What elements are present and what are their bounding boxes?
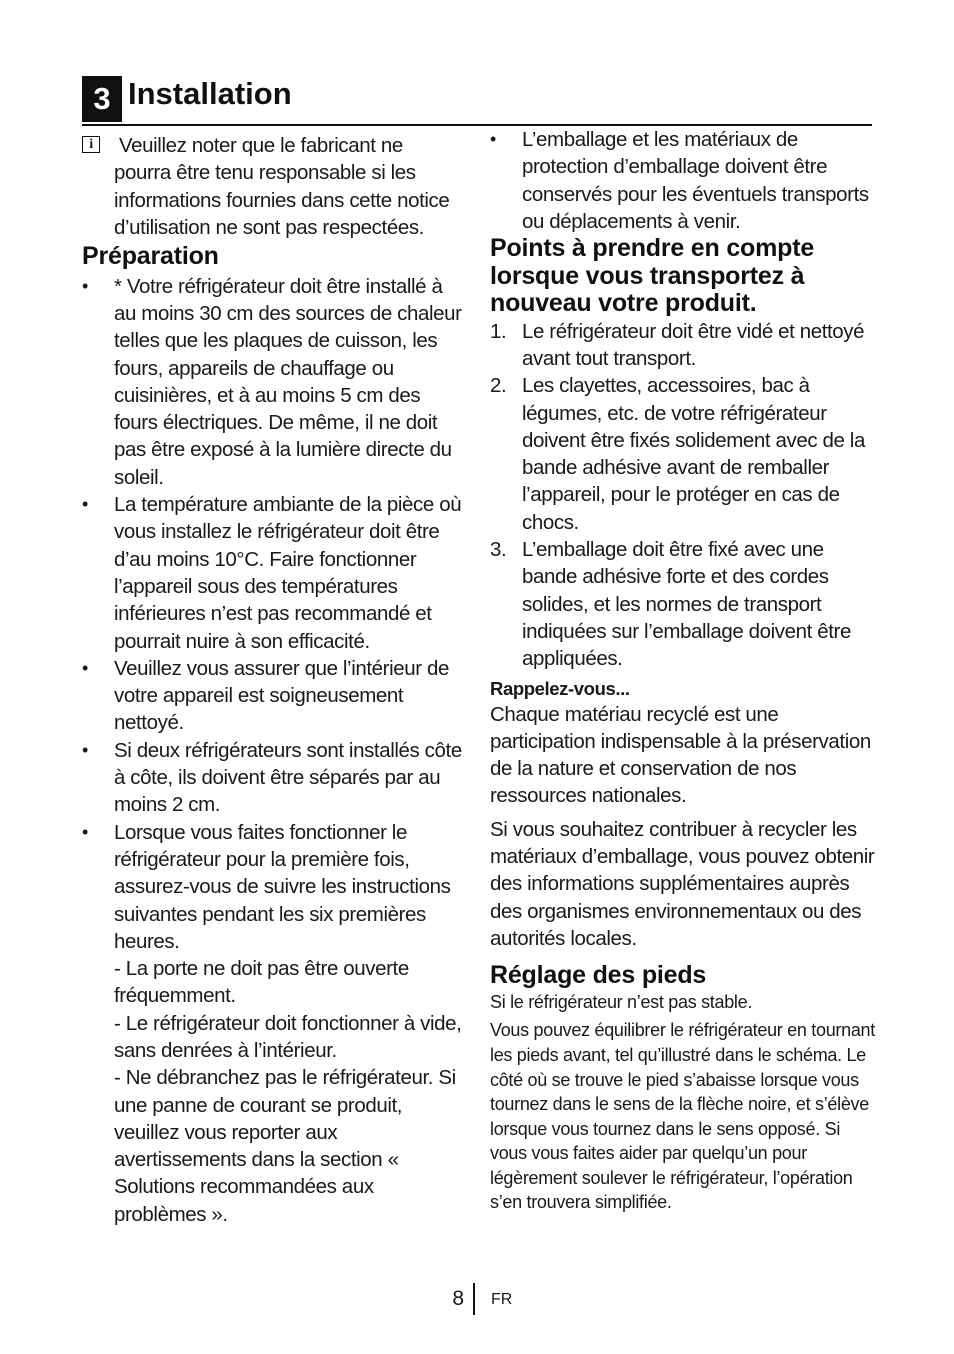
page-number: 8	[452, 1287, 464, 1310]
right-column	[490, 126, 876, 1215]
transport-steps	[490, 318, 876, 673]
pieds-paragraph: Vous pouvez équilibrer le réfrigérateur en tournant les pieds avant, tel qu’illustré dans le schéma. Le côté où se trouve le pied s’abaisse lorsque vous tournez dans le sens de la flèche noire, et s’élève lorsque vous tournez dans le sens opposé. Si vous vous faites aider par quelqu’un pour légèrement soulever le réfrigérateur, l’opération s’en trouvera simplifiée.	[490, 1020, 875, 1213]
list-item-text: Le réfrigérateur doit être vidé et nettoyé avant tout transport.	[522, 319, 865, 370]
bullet-icon: •	[82, 739, 88, 760]
packaging-list	[490, 126, 876, 235]
list-item-text: La température ambiante de la pièce où vous installez le réfrigérateur doit être d’au moins 10°C. Faire fonctionner l’appareil sous des températures inférieures n’est pas recommandé et pourrait nuire à son efficacité.	[114, 493, 462, 653]
bullet-icon: •	[82, 821, 88, 842]
list-item-subline: - Le réfrigérateur doit fonctionner à vide, sans denrées à l’intérieur.	[114, 1011, 462, 1062]
list-item-text: L’emballage doit être fixé avec une bande adhésive forte et des cordes solides, et les normes de transport indiquées sur l’emballage doivent être appliquées.	[522, 538, 851, 671]
list-item-subline: - La porte ne doit pas être ouverte fréquemment.	[114, 957, 409, 1008]
rappel-paragraph: Chaque matériau recyclé est une participation indispensable à la préservation de la nature et conservation de nos ressources nationales.	[490, 702, 871, 808]
list-item-text: * Votre réfrigérateur doit être installé à au moins 30 cm des sources de chaleur telles que les plaques de cuisson, les fours, appareils de chauffage ou cuisinières, et à au moins 5 cm des fours électriques. De même, il ne doit pas être exposé à la lumière directe du soleil.	[114, 274, 462, 489]
list-item	[82, 273, 462, 491]
transport-heading: Points à prendre en compte lorsque vous transportez à nouveau votre produit.	[490, 234, 815, 318]
bullet-icon: •	[82, 494, 88, 515]
list-item	[490, 318, 876, 373]
list-item-text: Si deux réfrigérateurs sont installés côte à côte, ils doivent être séparés par au moins 2 cm.	[114, 738, 462, 817]
preparation-list	[82, 273, 462, 1228]
list-item	[82, 819, 462, 1228]
step-number: 1.	[490, 319, 507, 343]
note-text: Veuillez noter que le fabricant ne pourra être tenu responsable si les informations fournies dans cette notice d’utilisation ne sont pas respectées.	[114, 134, 450, 239]
left-column	[82, 132, 462, 1228]
section-number: 3	[82, 76, 122, 122]
list-item-text: Les clayettes, accessoires, bac à légumes, etc. de votre réfrigérateur doivent être fixés solidement avec de la bande adhésive avant de remballer l’appareil, pour le protéger en cas de chocs.	[522, 374, 865, 534]
language-code: FR	[491, 1291, 513, 1308]
page-title: Installation	[128, 76, 292, 111]
bullet-icon: •	[82, 657, 88, 678]
bullet-icon: •	[82, 275, 88, 296]
pieds-intro: Si le réfrigérateur n’est pas stable.	[490, 991, 753, 1012]
footer-divider	[473, 1283, 475, 1315]
list-item-text: L’emballage et les matériaux de protection d’emballage doivent être conservés pour les éventuels transports ou déplacements à venir.	[522, 128, 869, 233]
list-item-text: Veuillez vous assurer que l’intérieur de votre appareil est soigneusement nettoyé.	[114, 656, 449, 735]
list-item	[82, 491, 462, 655]
list-item-text: Lorsque vous faites fonctionner le réfrigérateur pour la première fois, assurez-vous de suivre les instructions suivantes pendant les six premières heures.	[114, 820, 451, 953]
info-icon: i	[82, 136, 100, 153]
pieds-heading: Réglage des pieds	[490, 961, 707, 990]
step-number: 2.	[490, 374, 507, 398]
manufacturer-note	[82, 132, 462, 241]
section-header	[82, 74, 872, 126]
recycling-paragraph: Si vous souhaitez contribuer à recycler les matériaux d’emballage, vous pouvez obtenir des informations supplémentaires auprès des organismes environnementaux ou des autorités locales.	[490, 817, 875, 950]
list-item	[490, 372, 876, 536]
bullet-icon: •	[490, 129, 496, 149]
rappel-label: Rappelez-vous...	[490, 677, 630, 699]
preparation-heading: Préparation	[82, 242, 219, 271]
list-item	[490, 536, 876, 672]
list-item	[490, 126, 876, 235]
list-item	[82, 737, 462, 819]
list-item-subline: - Ne débranchez pas le réfrigérateur. Si une panne de courant se produit, veuillez vous reporter aux avertissements dans la section « Solutions recommandées aux problèmes ».	[114, 1066, 456, 1226]
step-number: 3.	[490, 538, 507, 562]
list-item	[82, 655, 462, 737]
